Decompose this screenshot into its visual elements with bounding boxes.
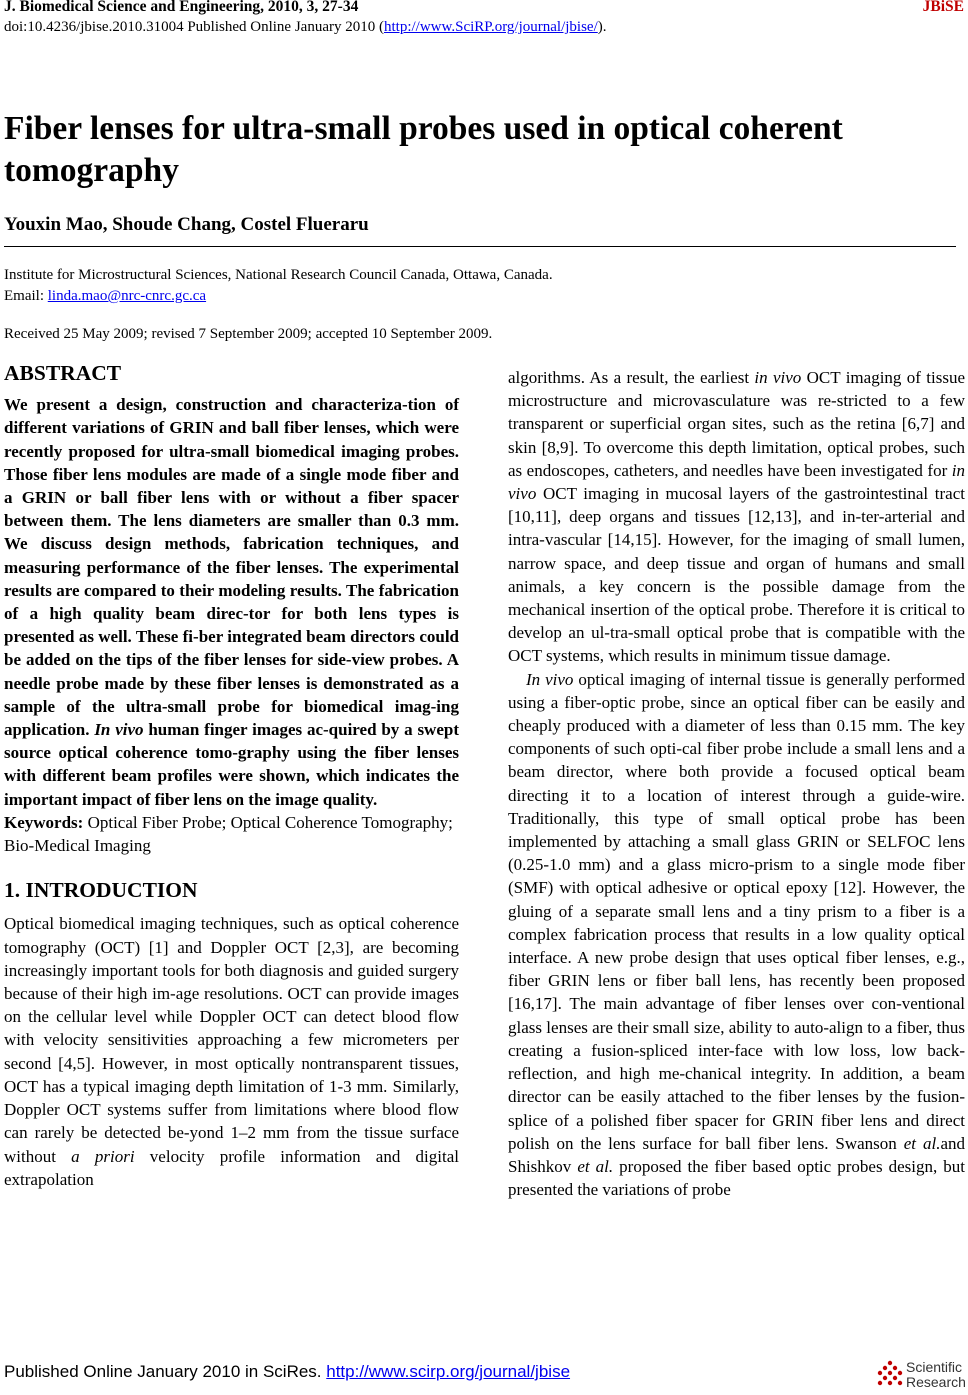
affiliation-block: [4, 265, 553, 307]
intro-r2-part1: optical imaging of internal tissue is generally performed using a fiber-optic probe, since an optical fiber can be easily and cheaply produced with a diameter of less than 0.15 mm. The key components of such opti-cal fiber probe include a small lens and a beam director, where both provide a focused optical beam directing it to a location of interest through a guide-wire. Traditionally, this type of small optical probe has been implemented by attaching a small glass GRIN or SELFOC lens (0.25-1.0 mm) and a glass micro-prism to a single mode fiber (SMF) with optical adhesive or optical epoxy [12]. However, the gluing of a separate small lens and a tiny prism to a fiber is a complex fabrication process that results in a low quality optical interface. A new probe design that uses optical fiber lenses, e.g., fiber GRIN lens or fiber ball lens, has recently been proposed [16,17]. The main advantage of fiber lenses over con-ventional glass lenses are their small size, ability to auto-align to a fiber, thus creating a fusion-spliced inter-face with low loss, low back-reflection, and high me-chanical integrity. In addition, a beam director can be easily attached to the fiber lenses by the fusion-splice of a polished fiber spacer for GRIN fiber lens and direct polish on the lens surface for ball fiber lens. Swanson: [508, 669, 965, 1153]
email-label: Email:: [4, 288, 48, 304]
keywords: [4, 811, 459, 857]
intro-r2-part2: and Shishkov: [508, 1133, 965, 1176]
doi-prefix: doi:10.4236/jbise.2010.31004 Published Online January 2010 (: [4, 19, 384, 35]
scientific-research-logo: [876, 1360, 966, 1394]
intro-r1-part3: OCT imaging in mucosal layers of the gastrointestinal tract [10,11], deep organs and tissues [12,13], and in-ter-arterial and intra-vascular [14,15]. However, for the imaging of small lumen, narrow space, and deep tissue and organ of humans and small animals, a key concern is the possible damage from the mechanical insertion of the optical probe. Therefore it is critical to develop an ul-tra-small optical probe that is compatible with the OCT systems, which results in minimum tissue damage.: [508, 484, 965, 666]
intro-r1-part2: OCT imaging of tissue microstructure and microvasculature was re-stricted to a few transparent or superficial organ sites, such as the retina [6,7] and skin [8,9]. To overcome this depth limitation, optical probes, such as endoscopes, catheters, and needles have been investigated for: [508, 368, 965, 480]
doi-suffix: ).: [597, 19, 607, 35]
logo-line-2: Research: [906, 1374, 966, 1390]
introduction-heading: 1. INTRODUCTION: [4, 878, 198, 903]
abstract-text-part1: We present a design, construction and characteriza-tion of different variations of GRIN and ball fiber lenses, which were recently proposed for ultra-small biomedical imaging probes. Those fiber lens modules are made of a single mode fiber and a GRIN or ball fiber lens with or without a fiber spacer between them. The lens diameters are smaller than 0.3 mm. We discuss design methods, fabrication techniques, and measuring performance of the fiber lenses. The experimental results are compared to their modeling results. The fabrication of a high quality beam direc-tor for both lens types is presented as well. These fi-ber integrated beam directors could be added on the tips of the fiber lenses for side-view probes. A needle probe made by these fiber lenses is demonstrated as a sample of the ultra-small probe for biomedical imag-ing application.: [4, 395, 459, 740]
footer-link[interactable]: http://www.scirp.org/journal/jbise: [326, 1362, 571, 1381]
footer: [4, 1362, 570, 1382]
title-divider: [4, 246, 956, 247]
intro-p1-part1: Optical biomedical imaging techniques, such as optical coherence tomography (OCT) [1] and Doppler OCT [2,3], are becoming increasingly important tools for both diagnosis and guided surgery because of their high im-age resolutions. OCT can provide images on the cellular level while Doppler OCT can detect blood flow with velocity sensitivities approaching a few micrometers per second [4,5]. However, in most optically nontransparent tissues, OCT has a typical imaging depth limitation of 1-3 mm. Similarly, Doppler OCT systems suffer from limitations where blood flow can rarely be detected be-yond 1–2 mm from the tissue surface without: [4, 914, 459, 1166]
email-link[interactable]: linda.mao@nrc-cnrc.gc.ca: [47, 288, 207, 304]
email-line: [4, 286, 553, 307]
logo-dots-icon: [876, 1360, 904, 1390]
logo-line-1: Scientific: [906, 1359, 963, 1375]
intro-r2-italic-2: et al.: [903, 1133, 941, 1153]
abstract-heading: ABSTRACT: [4, 361, 122, 385]
paper-title: Fiber lenses for ultra-small probes used in optical coherent tomography: [4, 110, 843, 189]
journal-abbreviation: JBiSE: [922, 0, 964, 15]
intro-r2-part3: proposed the fiber based optic probes design, but presented the variations of probe: [508, 1156, 965, 1200]
intro-p1-italic: a priori: [71, 1146, 135, 1166]
received-dates: Received 25 May 2009; revised 7 September 2009; accepted 10 September 2009.: [4, 326, 493, 342]
journal-citation: J. Biomedical Science and Engineering, 2010, 3, 27-34: [4, 0, 359, 15]
journal-link[interactable]: http://www.SciRP.org/journal/jbise/: [383, 19, 598, 35]
intro-r1-italic-2: in vivo: [508, 460, 965, 504]
intro-paragraph-2: [508, 366, 965, 668]
intro-paragraph-3: [508, 668, 965, 1202]
intro-p1-part2: velocity profile information and digital extrapolation: [4, 1146, 459, 1189]
intro-r2-italic-1: In vivo: [526, 669, 574, 689]
logo-text: [906, 1360, 966, 1390]
keywords-text: Optical Fiber Probe; Optical Coherence Tomography; Bio-Medical Imaging: [4, 812, 453, 856]
intro-r1-italic-1: in vivo: [754, 368, 802, 387]
footer-text: Published Online January 2010 in SciRes.: [4, 1362, 327, 1381]
paper-authors: Youxin Mao, Shoude Chang, Costel Flueraru: [4, 214, 369, 235]
right-column: [508, 366, 965, 1201]
abstract-text: [4, 393, 459, 811]
left-column: [4, 362, 459, 1191]
intro-paragraph-1: [4, 912, 459, 1190]
abstract-italic: In vivo: [94, 720, 144, 740]
intro-r1-part1: algorithms. As a result, the earliest: [508, 368, 755, 387]
intro-r2-italic-3: et al.: [577, 1156, 614, 1176]
keywords-label: Keywords:: [4, 812, 84, 832]
abstract-text-part2: human finger images ac-quired by a swept source optical coherence tomo-graphy using the fiber lenses with different beam profiles were shown, which indicates the important impact of fiber lens on the image quality.: [4, 720, 459, 809]
doi-line: [4, 19, 607, 36]
affiliation: Institute for Microstructural Sciences, National Research Council Canada, Ottawa, Canada.: [4, 267, 553, 283]
